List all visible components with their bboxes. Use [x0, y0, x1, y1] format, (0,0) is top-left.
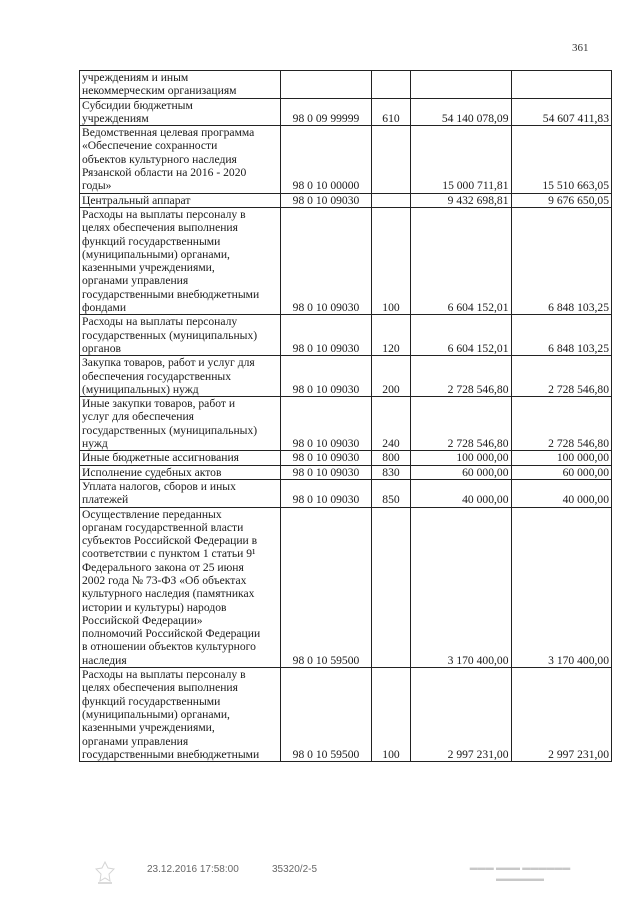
row-sum-2017-cell: 100 000,00	[411, 451, 512, 465]
row-sum-2017-cell: 40 000,00	[411, 479, 512, 507]
row-sum-2017-cell: 2 728 546,80	[411, 397, 512, 451]
row-sum-2018-cell: 9 676 650,05	[511, 193, 612, 207]
row-code-cell	[281, 71, 372, 99]
row-sum-2018-cell: 15 510 663,05	[511, 126, 612, 193]
table-row	[80, 315, 612, 356]
row-vr-cell: 610	[372, 98, 411, 126]
row-code-cell: 98 0 10 09030	[281, 479, 372, 507]
row-code-cell: 98 0 10 09030	[281, 451, 372, 465]
footer-doc-number: 35320/2-5	[272, 864, 318, 875]
table-row	[80, 397, 612, 451]
row-name-cell: Расходы на выплаты персоналу государственных (муниципальных) органов	[80, 315, 281, 356]
row-code-cell: 98 0 10 09030	[281, 356, 372, 397]
row-name-cell: Исполнение судебных актов	[80, 465, 281, 479]
row-vr-cell	[372, 507, 411, 668]
row-vr-cell: 200	[372, 356, 411, 397]
row-name-cell: Уплата налогов, сборов и иных платежей	[80, 479, 281, 507]
row-vr-cell: 850	[372, 479, 411, 507]
row-sum-2018-cell: 60 000,00	[511, 465, 612, 479]
row-sum-2018-cell: 2 728 546,80	[511, 356, 612, 397]
faint-stamp: ▬▬▬ ▬▬▬ ▬▬▬▬▬▬ ▬▬▬▬▬▬	[469, 863, 571, 883]
table-row	[80, 465, 612, 479]
row-code-cell: 98 0 10 59500	[281, 507, 372, 668]
row-name-cell: учреждениям и иным некоммерческим организациям	[80, 71, 281, 99]
row-sum-2018-cell: 2 997 231,00	[511, 668, 612, 762]
row-sum-2018-cell: 6 848 103,25	[511, 315, 612, 356]
page-number: 361	[572, 42, 589, 54]
row-name-cell: Осуществление переданных органам государственной власти субъектов Российской Федерации в соответствии с пунктом 1 статьи 9¹ Федерального закона от 25 июня 2002 года № 73-ФЗ «Об объектах культурного наследия (памятниках истории и культуры) народов Российской Федерации» полномочий Российской Федерации в отношении объектов культурного наследия	[80, 507, 281, 668]
row-sum-2017-cell: 9 432 698,81	[411, 193, 512, 207]
row-name-cell: Центральный аппарат	[80, 193, 281, 207]
row-vr-cell: 830	[372, 465, 411, 479]
table-row	[80, 668, 612, 762]
table-row	[80, 98, 612, 126]
row-code-cell: 98 0 10 09030	[281, 193, 372, 207]
emblem-icon	[92, 860, 118, 886]
table-row	[80, 126, 612, 193]
row-code-cell: 98 0 09 99999	[281, 98, 372, 126]
row-sum-2017-cell: 2 728 546,80	[411, 356, 512, 397]
row-sum-2017-cell: 54 140 078,09	[411, 98, 512, 126]
row-sum-2017-cell: 2 997 231,00	[411, 668, 512, 762]
table-row	[80, 507, 612, 668]
row-name-cell: Расходы на выплаты персоналу в целях обеспечения выполнения функций государственными (муниципальными) органами, казенными учреждениями, органами управления государственными внебюджетными	[80, 668, 281, 762]
row-vr-cell	[372, 71, 411, 99]
row-vr-cell: 800	[372, 451, 411, 465]
row-sum-2018-cell	[511, 71, 612, 99]
row-sum-2018-cell: 54 607 411,83	[511, 98, 612, 126]
row-name-cell: Ведомственная целевая программа «Обеспечение сохранности объектов культурного наследия Рязанской области на 2016 - 2020 годы»	[80, 126, 281, 193]
row-sum-2018-cell: 100 000,00	[511, 451, 612, 465]
row-sum-2017-cell: 60 000,00	[411, 465, 512, 479]
row-sum-2017-cell: 3 170 400,00	[411, 507, 512, 668]
row-code-cell: 98 0 10 09030	[281, 397, 372, 451]
row-name-cell: Расходы на выплаты персоналу в целях обеспечения выполнения функций государственными (муниципальными) органами, казенными учреждениями, органами управления государственными внебюджетными фондами	[80, 207, 281, 314]
table-row	[80, 193, 612, 207]
row-vr-cell: 100	[372, 207, 411, 314]
row-sum-2018-cell: 40 000,00	[511, 479, 612, 507]
page-footer	[0, 858, 640, 898]
row-vr-cell: 240	[372, 397, 411, 451]
row-sum-2017-cell: 15 000 711,81	[411, 126, 512, 193]
row-code-cell: 98 0 10 09030	[281, 465, 372, 479]
row-vr-cell	[372, 193, 411, 207]
table-row	[80, 71, 612, 99]
table-row	[80, 479, 612, 507]
row-name-cell: Субсидии бюджетным учреждениям	[80, 98, 281, 126]
row-vr-cell: 120	[372, 315, 411, 356]
table-row	[80, 207, 612, 314]
row-name-cell: Иные бюджетные ассигнования	[80, 451, 281, 465]
row-sum-2017-cell: 6 604 152,01	[411, 315, 512, 356]
table-row	[80, 451, 612, 465]
row-vr-cell: 100	[372, 668, 411, 762]
budget-table	[79, 70, 612, 762]
footer-date: 23.12.2016 17:58:00	[147, 864, 239, 875]
row-sum-2018-cell: 3 170 400,00	[511, 507, 612, 668]
row-code-cell: 98 0 10 59500	[281, 668, 372, 762]
row-sum-2018-cell: 6 848 103,25	[511, 207, 612, 314]
row-code-cell: 98 0 10 09030	[281, 207, 372, 314]
row-name-cell: Закупка товаров, работ и услуг для обеспечения государственных (муниципальных) нужд	[80, 356, 281, 397]
row-vr-cell	[372, 126, 411, 193]
row-sum-2017-cell: 6 604 152,01	[411, 207, 512, 314]
row-name-cell: Иные закупки товаров, работ и услуг для обеспечения государственных (муниципальных) нужд	[80, 397, 281, 451]
row-code-cell: 98 0 10 09030	[281, 315, 372, 356]
budget-table-body	[80, 71, 612, 762]
row-sum-2017-cell	[411, 71, 512, 99]
row-code-cell: 98 0 10 00000	[281, 126, 372, 193]
table-row	[80, 356, 612, 397]
row-sum-2018-cell: 2 728 546,80	[511, 397, 612, 451]
